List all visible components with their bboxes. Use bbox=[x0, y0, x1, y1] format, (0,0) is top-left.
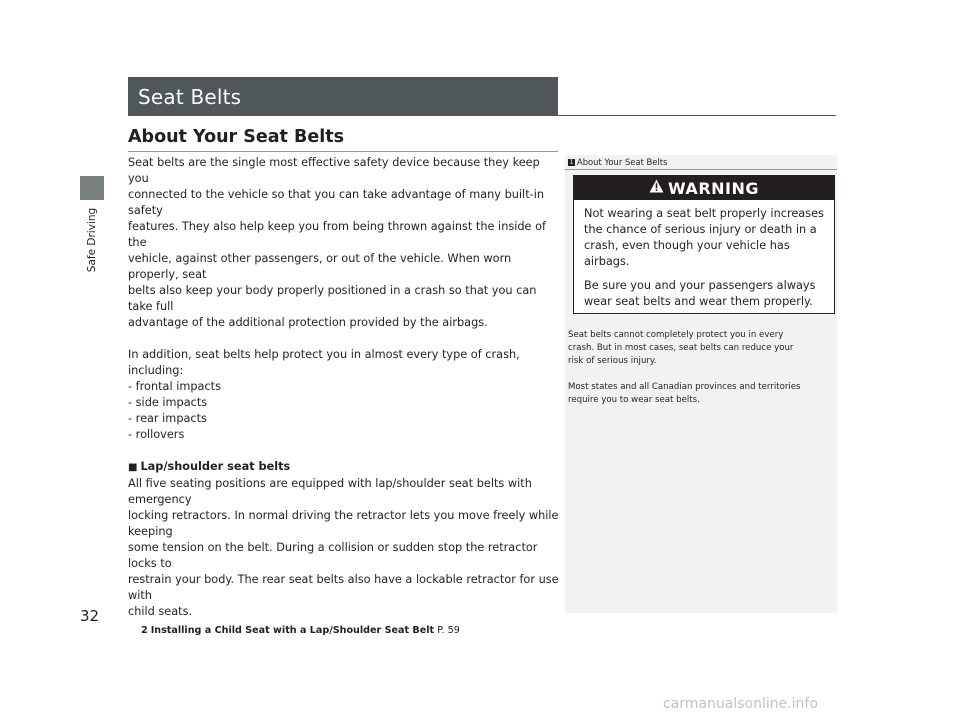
sidebar-note-1 bbox=[568, 329, 830, 368]
page-heading: About Your Seat Belts bbox=[128, 127, 345, 147]
cross-reference-link[interactable] bbox=[128, 623, 560, 639]
reference-marker-icon: 1 bbox=[569, 158, 574, 166]
crash-intro: In addition, seat belts help protect you in almost every type of crash, including: bbox=[128, 348, 520, 377]
list-item: - rollovers bbox=[128, 428, 185, 441]
text-line: Most states and all Canadian provinces and territories bbox=[568, 382, 801, 392]
sidebar-title bbox=[568, 157, 667, 167]
section-divider bbox=[128, 115, 836, 116]
text-line: Be sure you and your passengers always bbox=[584, 279, 816, 292]
heading-divider bbox=[128, 151, 558, 152]
sidebar-notes bbox=[568, 329, 830, 407]
text-line: locking retractors. In normal driving the retractor lets you move freely while keeping bbox=[128, 509, 559, 538]
warning-header bbox=[574, 176, 834, 200]
warning-paragraph-1 bbox=[584, 206, 824, 270]
text-line: child seats. bbox=[128, 605, 193, 618]
subheading-text: Lap/shoulder seat belts bbox=[140, 460, 291, 473]
text-line: Seat belts cannot completely protect you in every bbox=[568, 330, 784, 340]
warning-label: WARNING bbox=[668, 178, 759, 198]
reference-arrow-icon: 2 bbox=[141, 625, 148, 636]
xref-title: Installing a Child Seat with a Lap/Shoulder Seat Belt bbox=[150, 625, 435, 636]
text-line: advantage of the additional protection provided by the airbags. bbox=[128, 316, 488, 329]
text-line: Not wearing a seat belt properly increases bbox=[584, 207, 824, 220]
list-item: - rear impacts bbox=[128, 412, 207, 425]
lap-shoulder-paragraph bbox=[128, 476, 560, 620]
text-line: connected to the vehicle so that you can take advantage of many built-in safety bbox=[128, 188, 544, 217]
text-line: features. They also help keep you from being thrown against the inside of the bbox=[128, 220, 546, 249]
side-section-label-text: Safe Driving bbox=[86, 207, 98, 273]
text-line: the chance of serious injury or death in a bbox=[584, 223, 817, 236]
warning-body bbox=[574, 200, 834, 310]
text-line: risk of serious injury. bbox=[568, 356, 657, 366]
text-line: crash. But in most cases, seat belts can reduce your bbox=[568, 343, 794, 353]
list-item: - frontal impacts bbox=[128, 380, 221, 393]
square-bullet-icon: ■ bbox=[128, 462, 138, 473]
section-title: Seat Belts bbox=[138, 84, 242, 109]
warning-triangle-svg bbox=[649, 179, 664, 193]
xref-page: P. 59 bbox=[437, 625, 460, 636]
sidebar-title-text: About Your Seat Belts bbox=[577, 157, 668, 167]
warning-box bbox=[573, 175, 835, 314]
side-tab-marker bbox=[80, 176, 104, 200]
text-line: All five seating positions are equipped with lap/shoulder seat belts with emergency bbox=[128, 477, 532, 506]
subheading bbox=[128, 459, 560, 476]
side-section-label bbox=[80, 200, 104, 280]
watermark: carmanualsonline.info bbox=[663, 696, 818, 712]
text-line: wear seat belts and wear them properly. bbox=[584, 295, 813, 308]
text-line: some tension on the belt. During a collision or sudden stop the retractor locks to bbox=[128, 541, 538, 570]
text-line: restrain your body. The rear seat belts also have a lockable retractor for use with bbox=[128, 573, 559, 602]
text-line: crash, even though your vehicle has bbox=[584, 239, 790, 252]
warning-triangle-icon bbox=[649, 179, 664, 197]
sidebar-note-2 bbox=[568, 381, 830, 407]
sidebar-divider bbox=[565, 169, 837, 170]
text-line: Seat belts are the single most effective safety device because they keep you bbox=[128, 156, 540, 185]
text-line: belts also keep your body properly positioned in a crash so that you can take full bbox=[128, 284, 537, 313]
page-number: 32 bbox=[80, 607, 100, 625]
main-text bbox=[128, 155, 560, 639]
text-line: require you to wear seat belts. bbox=[568, 395, 700, 405]
intro-paragraph bbox=[128, 155, 560, 331]
text-line: airbags. bbox=[584, 255, 630, 268]
crash-types-paragraph bbox=[128, 347, 560, 443]
section-title-bar bbox=[128, 77, 558, 116]
warning-paragraph-2 bbox=[584, 278, 824, 310]
list-item: - side impacts bbox=[128, 396, 208, 409]
text-line: vehicle, against other passengers, or out of the vehicle. When worn properly, seat bbox=[128, 252, 512, 281]
